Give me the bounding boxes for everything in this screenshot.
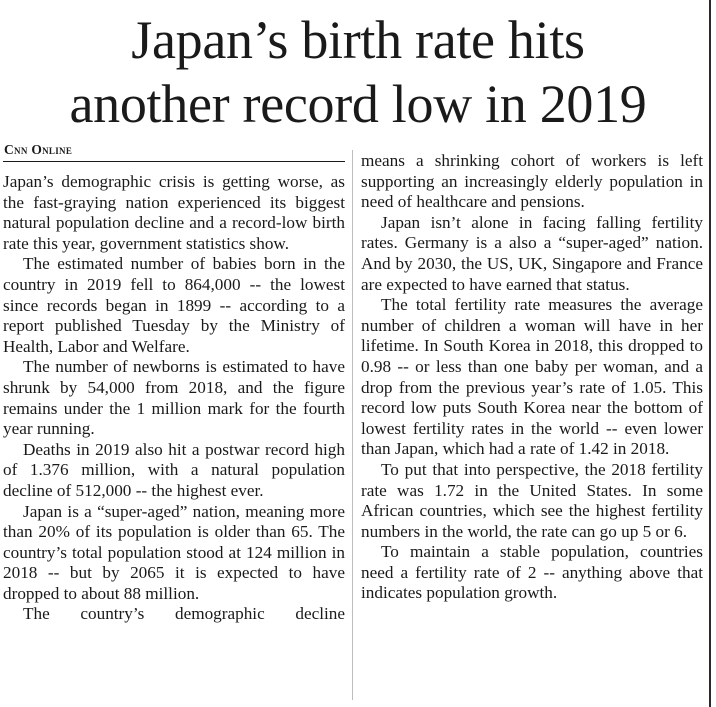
byline: Cnn Online [3, 140, 345, 162]
paragraph: The estimated number of babies born in the country in 2019 fell to 864,000 -- the lowest since records began in 1899 -- according to a report published Tuesday by the Ministry of Health, Labor and Welfare. [3, 254, 345, 356]
headline-line-1: Japan’s birth rate hits [131, 10, 585, 70]
article-column-right [361, 151, 703, 604]
headline-line-2: another record low in 2019 [69, 74, 647, 134]
column-divider [352, 150, 353, 700]
paragraph: Japan is a “super-aged” nation, meaning more than 20% of its population is older than 65. The country’s total population stood at 124 million in 2018 -- but by 2065 it is expected to have dropped to about 88 million. [3, 501, 345, 603]
paragraph: To put that into perspective, the 2018 fertility rate was 1.72 in the United States. In some African countries, which see the highest fertility numbers in the world, the rate can go up 5 or 6. [361, 459, 703, 541]
paragraph: Japan isn’t alone in facing falling fertility rates. Germany is a also a “super-aged” nation. And by 2030, the US, UK, Singapore and France are expected to have earned that status. [361, 212, 703, 294]
article-column-left [3, 140, 345, 625]
paragraph: Japan’s demographic crisis is getting worse, as the fast-graying nation experienced its biggest natural population decline and a record-low birth rate this year, government statistics show. [3, 172, 345, 253]
headline [0, 8, 716, 136]
paragraph: means a shrinking cohort of workers is left supporting an increasingly elderly population in need of healthcare and pensions. [361, 151, 703, 212]
paragraph: Deaths in 2019 also hit a postwar record high of 1.376 million, with a natural population decline of 512,000 -- the highest ever. [3, 439, 345, 500]
page-edge-rule [709, 0, 711, 707]
paragraph: To maintain a stable population, countries need a fertility rate of 2 -- anything above that indicates population growth. [361, 542, 703, 603]
paragraph: The total fertility rate measures the average number of children a woman will have in her lifetime. In South Korea in 2018, this dropped to 0.98 -- or less than one baby per woman, and a drop from the previous year’s rate of 1.05. This record low puts South Korea near the bottom of lowest fertility rates in the world -- even lower than Japan, which had a rate of 1.42 in 2018. [361, 295, 703, 459]
paragraph: The country’s demographic decline [23, 604, 345, 624]
paragraph: The number of newborns is estimated to have shrunk by 54,000 from 2018, and the figure remains under the 1 million mark for the fourth year running. [3, 357, 345, 439]
